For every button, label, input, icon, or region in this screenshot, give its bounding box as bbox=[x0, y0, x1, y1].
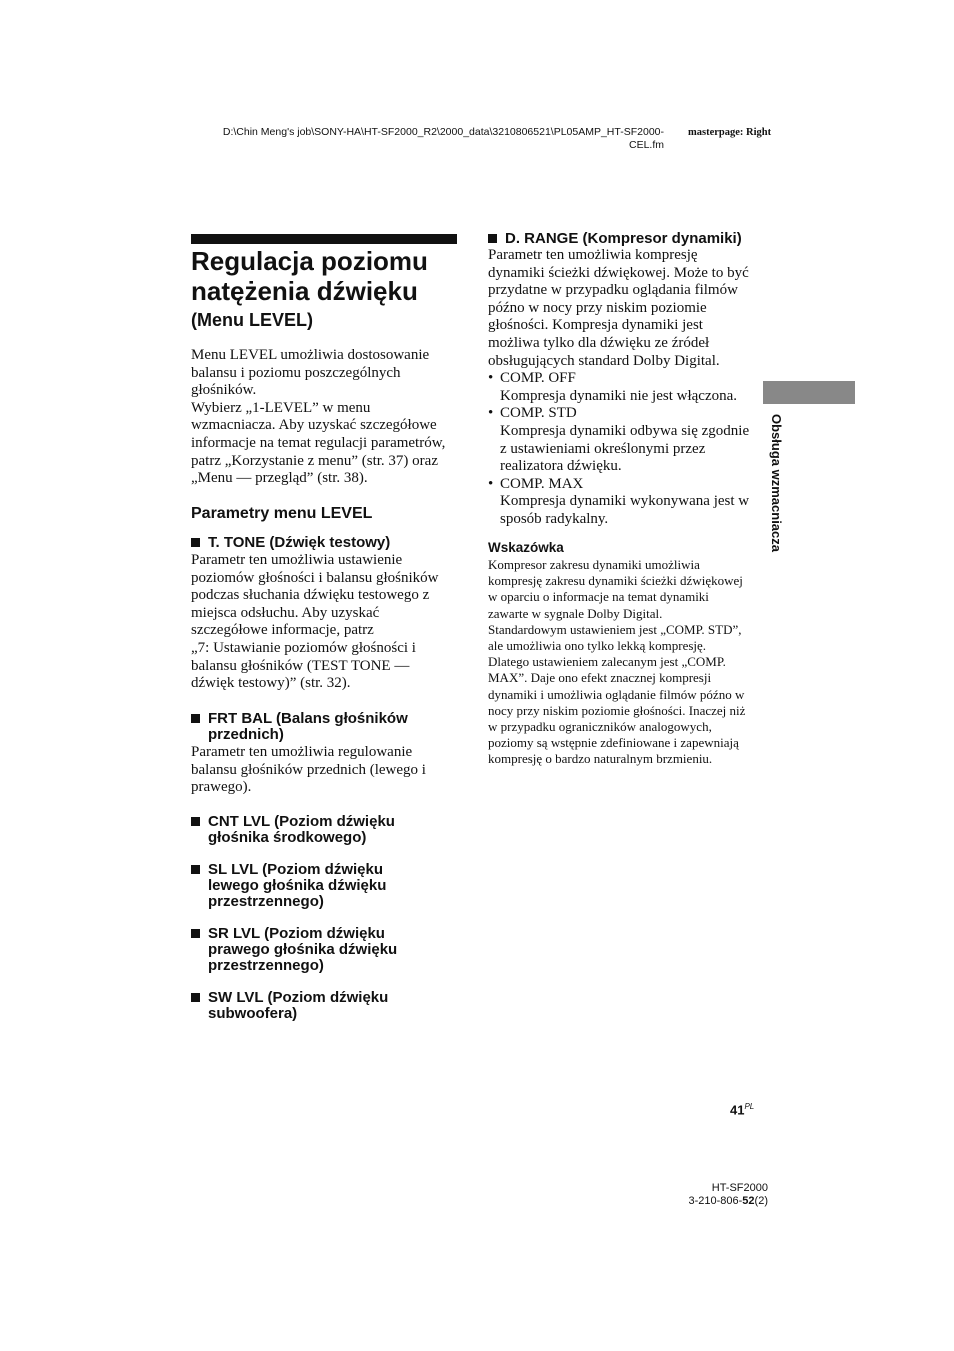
sl-heading-line: SL LVL (Poziom dźwięku bbox=[208, 861, 384, 878]
body-line: dynamiki ścieżki dźwiękowej. Może to być bbox=[488, 264, 749, 281]
masterpage-label: masterpage: Right bbox=[688, 127, 772, 138]
body-line: sposób radykalny. bbox=[500, 510, 609, 527]
body-line: podczas słuchania dźwięku testowego z bbox=[191, 587, 430, 604]
square-bullet-icon bbox=[488, 234, 497, 243]
body-line: późno w nocy przy niskim poziomie bbox=[488, 299, 707, 316]
page-number bbox=[730, 1102, 754, 1117]
body-line: poziomów głośności i balansu głośników bbox=[191, 569, 439, 586]
tip-heading: Wskazówka bbox=[488, 540, 564, 555]
ttone-heading bbox=[191, 535, 459, 551]
sw-heading-line: subwoofera) bbox=[208, 1005, 298, 1022]
intro-line: Wybierz „1-LEVEL” w menu bbox=[191, 399, 371, 416]
page-title-line1: Regulacja poziomu bbox=[191, 246, 428, 276]
body-line: balansu głośników (TEST TONE — bbox=[191, 657, 410, 674]
chapter-tab-label bbox=[762, 414, 792, 574]
intro-paragraph bbox=[191, 347, 459, 488]
body-line: miejsca odsłuchu. Aby uzyskać bbox=[191, 604, 380, 621]
intro-line: balansu i poziomu poszczególnych bbox=[191, 364, 401, 381]
body-line: prawego). bbox=[191, 779, 252, 796]
square-bullet-icon bbox=[191, 538, 200, 547]
sw-section bbox=[191, 990, 448, 1022]
intro-line: informacje na temat regulacji parametrów, bbox=[191, 434, 446, 451]
body-line: z ustawieniami określonymi przez bbox=[500, 440, 706, 457]
option-label: COMP. STD bbox=[500, 405, 577, 422]
sl-heading bbox=[191, 862, 448, 910]
square-bullet-icon bbox=[191, 865, 200, 874]
cnt-heading bbox=[191, 814, 448, 846]
square-bullet-icon bbox=[191, 817, 200, 826]
frtbal-heading-line: przednich) bbox=[208, 726, 284, 743]
tip-line: dynamiki i umożliwia oglądanie filmów późno w bbox=[488, 686, 745, 702]
section-heading: Parametry menu LEVEL bbox=[191, 505, 373, 522]
page-subtitle: (Menu LEVEL) bbox=[191, 310, 313, 330]
page-number-value: 41 bbox=[730, 1102, 745, 1118]
sr-heading-line: SR LVL (Poziom dźwięku bbox=[208, 925, 385, 942]
body-line: przydatne w przypadku oglądania filmów bbox=[488, 282, 738, 299]
sr-section bbox=[191, 926, 448, 974]
file-path-header bbox=[190, 126, 664, 152]
chapter-tab bbox=[763, 381, 855, 404]
option-label: COMP. MAX bbox=[500, 475, 584, 492]
bullet-dot-icon: • bbox=[488, 475, 494, 492]
tip-line: ale umożliwia ono tylko lekką kompresję. bbox=[488, 638, 707, 654]
drange-body bbox=[488, 247, 758, 529]
frtbal-body bbox=[191, 744, 459, 797]
chapter-tab-text: Obsługa wzmacniacza bbox=[769, 414, 784, 552]
file-path-line2: CEL.fm bbox=[628, 139, 664, 151]
model-footer bbox=[640, 1182, 768, 1207]
intro-line: głośników. bbox=[191, 382, 257, 399]
ttone-heading-text: T. TONE (Dźwięk testowy) bbox=[208, 534, 391, 551]
sw-heading bbox=[191, 990, 448, 1022]
sr-heading bbox=[191, 926, 448, 974]
list-item-comp-std bbox=[488, 405, 758, 423]
title-rule bbox=[191, 234, 457, 244]
ttone-section bbox=[191, 535, 459, 693]
body-line: możliwa tylko dla dźwięku ze źródeł bbox=[488, 334, 710, 351]
cnt-section bbox=[191, 814, 448, 846]
list-item-comp-max bbox=[488, 476, 758, 494]
sr-heading-line: prawego głośnika dźwięku bbox=[208, 941, 398, 958]
tip-body bbox=[488, 557, 763, 768]
body-line: Kompresja dynamiki wykonywana jest w bbox=[500, 493, 750, 510]
option-desc bbox=[488, 423, 758, 476]
frtbal-section bbox=[191, 711, 459, 797]
intro-line: wzmacniacza. Aby uzyskać szczegółowe bbox=[191, 417, 437, 434]
intro-line: Menu LEVEL umożliwia dostosowanie bbox=[191, 347, 430, 363]
page-title bbox=[191, 246, 471, 306]
sr-heading-line: przestrzennego) bbox=[208, 957, 324, 974]
code-bold: 52 bbox=[742, 1194, 755, 1207]
body-line: Parametr ten umożliwia ustawienie bbox=[191, 552, 403, 568]
body-line: Parametr ten umożliwia kompresję bbox=[488, 247, 698, 263]
body-line: szczegółowe informacje, patrz bbox=[191, 622, 374, 639]
cnt-heading-line: głośnika środkowego) bbox=[208, 829, 367, 846]
code-suffix: (2) bbox=[754, 1194, 768, 1207]
body-line: obsługujących standard Dolby Digital. bbox=[488, 352, 720, 369]
tip-line: MAX”. Daje ono efekt znacznej kompresji bbox=[488, 670, 712, 686]
bullet-dot-icon: • bbox=[488, 405, 494, 422]
option-desc: Kompresja dynamiki nie jest włączona. bbox=[500, 387, 738, 404]
drange-heading-text: D. RANGE (Kompresor dynamiki) bbox=[505, 230, 742, 247]
option-desc bbox=[488, 493, 758, 528]
page-title-line2: natężenia dźwięku bbox=[191, 276, 418, 306]
list-item-comp-off bbox=[488, 370, 758, 388]
file-path-line1: D:\Chin Meng's job\SONY-HA\HT-SF2000_R2\2000_data\3210806521\PL05AMP_HT-SF2000- bbox=[222, 126, 664, 138]
body-line: „7: Ustawianie poziomów głośności i bbox=[191, 639, 416, 656]
drange-section bbox=[488, 231, 758, 529]
body-line: Parametr ten umożliwia regulowanie bbox=[191, 744, 413, 760]
body-line: Kompresja dynamiki odbywa się zgodnie bbox=[500, 422, 750, 439]
tip-line: kompresję o bardzo naturalnym brzmieniu. bbox=[488, 751, 713, 767]
tip-line: Standardowym ustawieniem jest „COMP. STD”, bbox=[488, 621, 742, 637]
drange-heading bbox=[488, 231, 758, 247]
frtbal-heading-line: FRT BAL (Balans głośników bbox=[208, 710, 408, 727]
cnt-heading-line: CNT LVL (Poziom dźwięku bbox=[208, 813, 395, 830]
tip-line: kompresję zakresu dynamiki ścieżki dźwiękowej bbox=[488, 573, 743, 589]
tip-line: w oparciu o informacje na temat dynamiki bbox=[488, 589, 709, 605]
sw-heading-line: SW LVL (Poziom dźwięku bbox=[208, 989, 389, 1006]
intro-line: „Menu — przegląd” (str. 38). bbox=[191, 470, 368, 487]
code-prefix: 3-210-806- bbox=[688, 1194, 743, 1207]
tip-line: zawarte w sygnale Dolby Digital. bbox=[488, 605, 663, 621]
model-code bbox=[640, 1195, 768, 1208]
option-label: COMP. OFF bbox=[500, 370, 576, 387]
body-line: dźwięk testowy)” (str. 32). bbox=[191, 675, 351, 692]
bullet-dot-icon: • bbox=[488, 370, 494, 387]
body-line: realizatora dźwięku. bbox=[500, 458, 622, 475]
sl-heading-line: przestrzennego) bbox=[208, 893, 324, 910]
model-name: HT-SF2000 bbox=[711, 1182, 768, 1194]
square-bullet-icon bbox=[191, 929, 200, 938]
page-lang: PL bbox=[744, 1102, 755, 1111]
tip-line: Kompresor zakresu dynamiki umożliwia bbox=[488, 557, 700, 572]
tip-line: poziomy są wstępnie zdefiniowane i zapewniają bbox=[488, 735, 739, 751]
ttone-body bbox=[191, 552, 459, 693]
body-line: balansu głośników przednich (lewego i bbox=[191, 761, 426, 778]
tip-line: w przypadku ograniczników analogowych, bbox=[488, 719, 712, 735]
sl-heading-line: lewego głośnika dźwięku bbox=[208, 877, 387, 894]
frtbal-heading bbox=[191, 711, 459, 743]
body-line: głośności. Kompresja dynamiki jest bbox=[488, 317, 703, 334]
tip-line: Dlatego ustawieniem zalecanym jest „COMP. bbox=[488, 654, 726, 670]
sl-section bbox=[191, 862, 448, 910]
tip-line: nocy przy niskim poziomie głośności. Inaczej niż bbox=[488, 702, 746, 718]
square-bullet-icon bbox=[191, 714, 200, 723]
intro-line: patrz „Korzystanie z menu” (str. 37) oraz bbox=[191, 452, 438, 469]
square-bullet-icon bbox=[191, 993, 200, 1002]
